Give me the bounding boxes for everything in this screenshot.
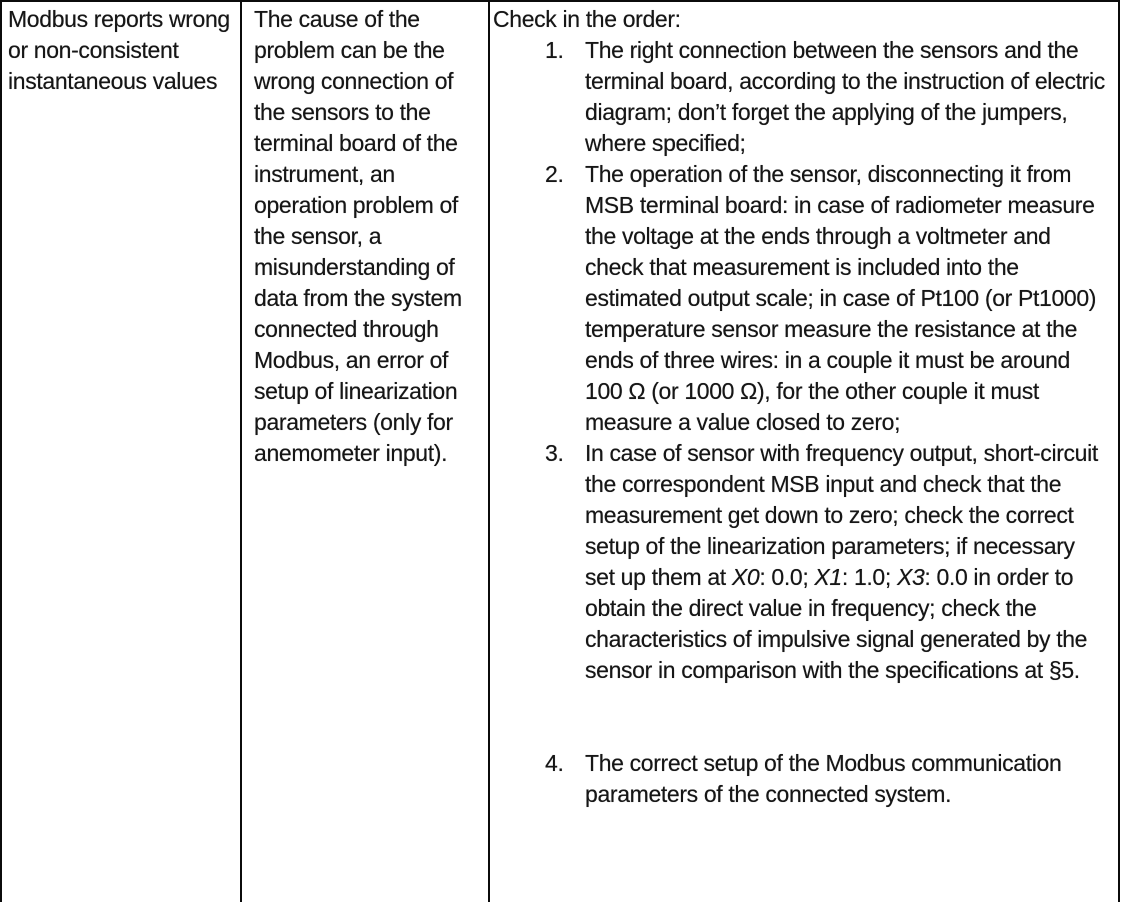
check-item-3-text — [585, 440, 1098, 683]
check-item-3-seg-0: In case of sensor with frequency output, short-circuit the correspondent MSB input and check that the measurement get down to zero; check the correct setup of the linearization parameters; if necessary set up them at — [585, 440, 1098, 590]
check-item-4-text: The correct setup of the Modbus communication parameters of the connected system. — [585, 750, 1062, 807]
check-item-3-seg-6: : 0.0 in order to obtain the direct value in frequency; check the characteristics of impulsive signal generated by the sensor in comparison with the specifications at §5. — [585, 564, 1088, 683]
param-x3-label: X3 — [896, 564, 925, 590]
checks-intro: Check in the order: — [493, 6, 681, 32]
symptom-text: Modbus reports wrong or non-consistent instantaneous values — [8, 6, 230, 94]
check-item-1-text: The right connection between the sensors and the terminal board, according to the instruction of electric diagram; don’t forget the applying of the jumpers, where specified; — [585, 37, 1105, 156]
cause-text: The cause of the problem can be the wrong connection of the sensors to the terminal board of the instrument, an operation problem of the sensor, a misunderstanding of data from the system connected through Modbus, an error of setup of linearization parameters (only for anemometer input). — [254, 6, 462, 466]
check-item-2-number: 2. — [545, 161, 564, 187]
cause-cell — [242, 2, 490, 902]
check-item-1-number: 1. — [545, 37, 564, 63]
check-item-4-number: 4. — [545, 750, 564, 776]
check-item-2-text: The operation of the sensor, disconnecting it from MSB terminal board: in case of radiometer measure the voltage at the ends through a voltmeter and check that measurement is included into the estimated output scale; in case of Pt100 (or Pt1000) temperature sensor measure the resistance at the ends of three wires: in a couple it must be around 100 Ω (or 1000 Ω), for the other couple it must measure a value closed to zero; — [585, 161, 1097, 435]
check-item-3-seg-2: : 0.0; — [759, 564, 815, 590]
param-x0-label: X0 — [731, 564, 760, 590]
check-item-3 — [493, 438, 1110, 686]
symptom-cell — [0, 2, 242, 902]
check-item-2 — [493, 159, 1110, 438]
check-item-4-clipped — [493, 748, 1110, 810]
checks-cell — [490, 2, 1120, 902]
troubleshooting-table-row — [0, 2, 1120, 902]
check-item-1 — [493, 35, 1110, 159]
check-item-3-seg-4: : 1.0; — [841, 564, 897, 590]
check-item-3-number: 3. — [545, 440, 564, 466]
param-x1-label: X1 — [814, 564, 842, 590]
check-list — [493, 35, 1110, 686]
